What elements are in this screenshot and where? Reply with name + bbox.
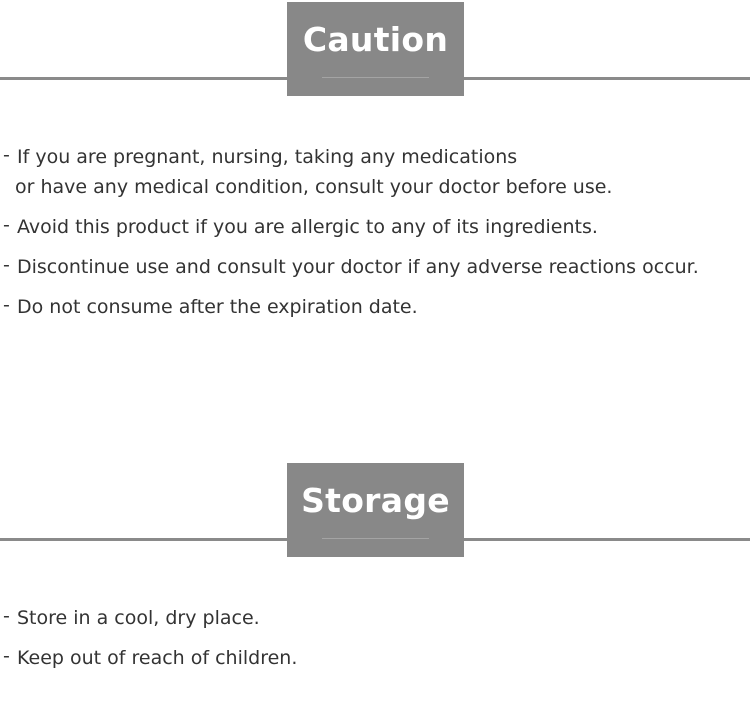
storage-list <box>0 603 297 683</box>
caution-item <box>0 142 699 202</box>
storage-title: Storage <box>301 481 450 520</box>
bullet-dash: - <box>3 605 10 627</box>
storage-title-underline <box>322 538 429 539</box>
caution-header-box <box>287 2 464 96</box>
bullet-dash: - <box>3 294 10 316</box>
storage-item-text: Store in a cool, dry place. <box>17 607 260 629</box>
storage-item <box>0 643 297 673</box>
caution-item-text: If you are pregnant, nursing, taking any medications <box>17 146 518 168</box>
caution-item <box>0 292 699 322</box>
storage-item-text: Keep out of reach of children. <box>17 647 298 669</box>
storage-header-box <box>287 463 464 557</box>
storage-item <box>0 603 297 633</box>
caution-item-text-continued: or have any medical condition, consult your doctor before use. <box>15 176 613 198</box>
caution-item-text: Do not consume after the expiration date. <box>17 296 418 318</box>
caution-list <box>0 142 699 332</box>
caution-item-text: Discontinue use and consult your doctor if any adverse reactions occur. <box>17 256 699 278</box>
caution-item-text: Avoid this product if you are allergic to any of its ingredients. <box>17 216 598 238</box>
caution-title: Caution <box>302 20 449 59</box>
caution-title-underline <box>322 77 429 78</box>
bullet-dash: - <box>3 144 10 166</box>
bullet-dash: - <box>3 214 10 236</box>
caution-item <box>0 212 699 242</box>
bullet-dash: - <box>3 645 10 667</box>
bullet-dash: - <box>3 254 10 276</box>
caution-item <box>0 252 699 282</box>
